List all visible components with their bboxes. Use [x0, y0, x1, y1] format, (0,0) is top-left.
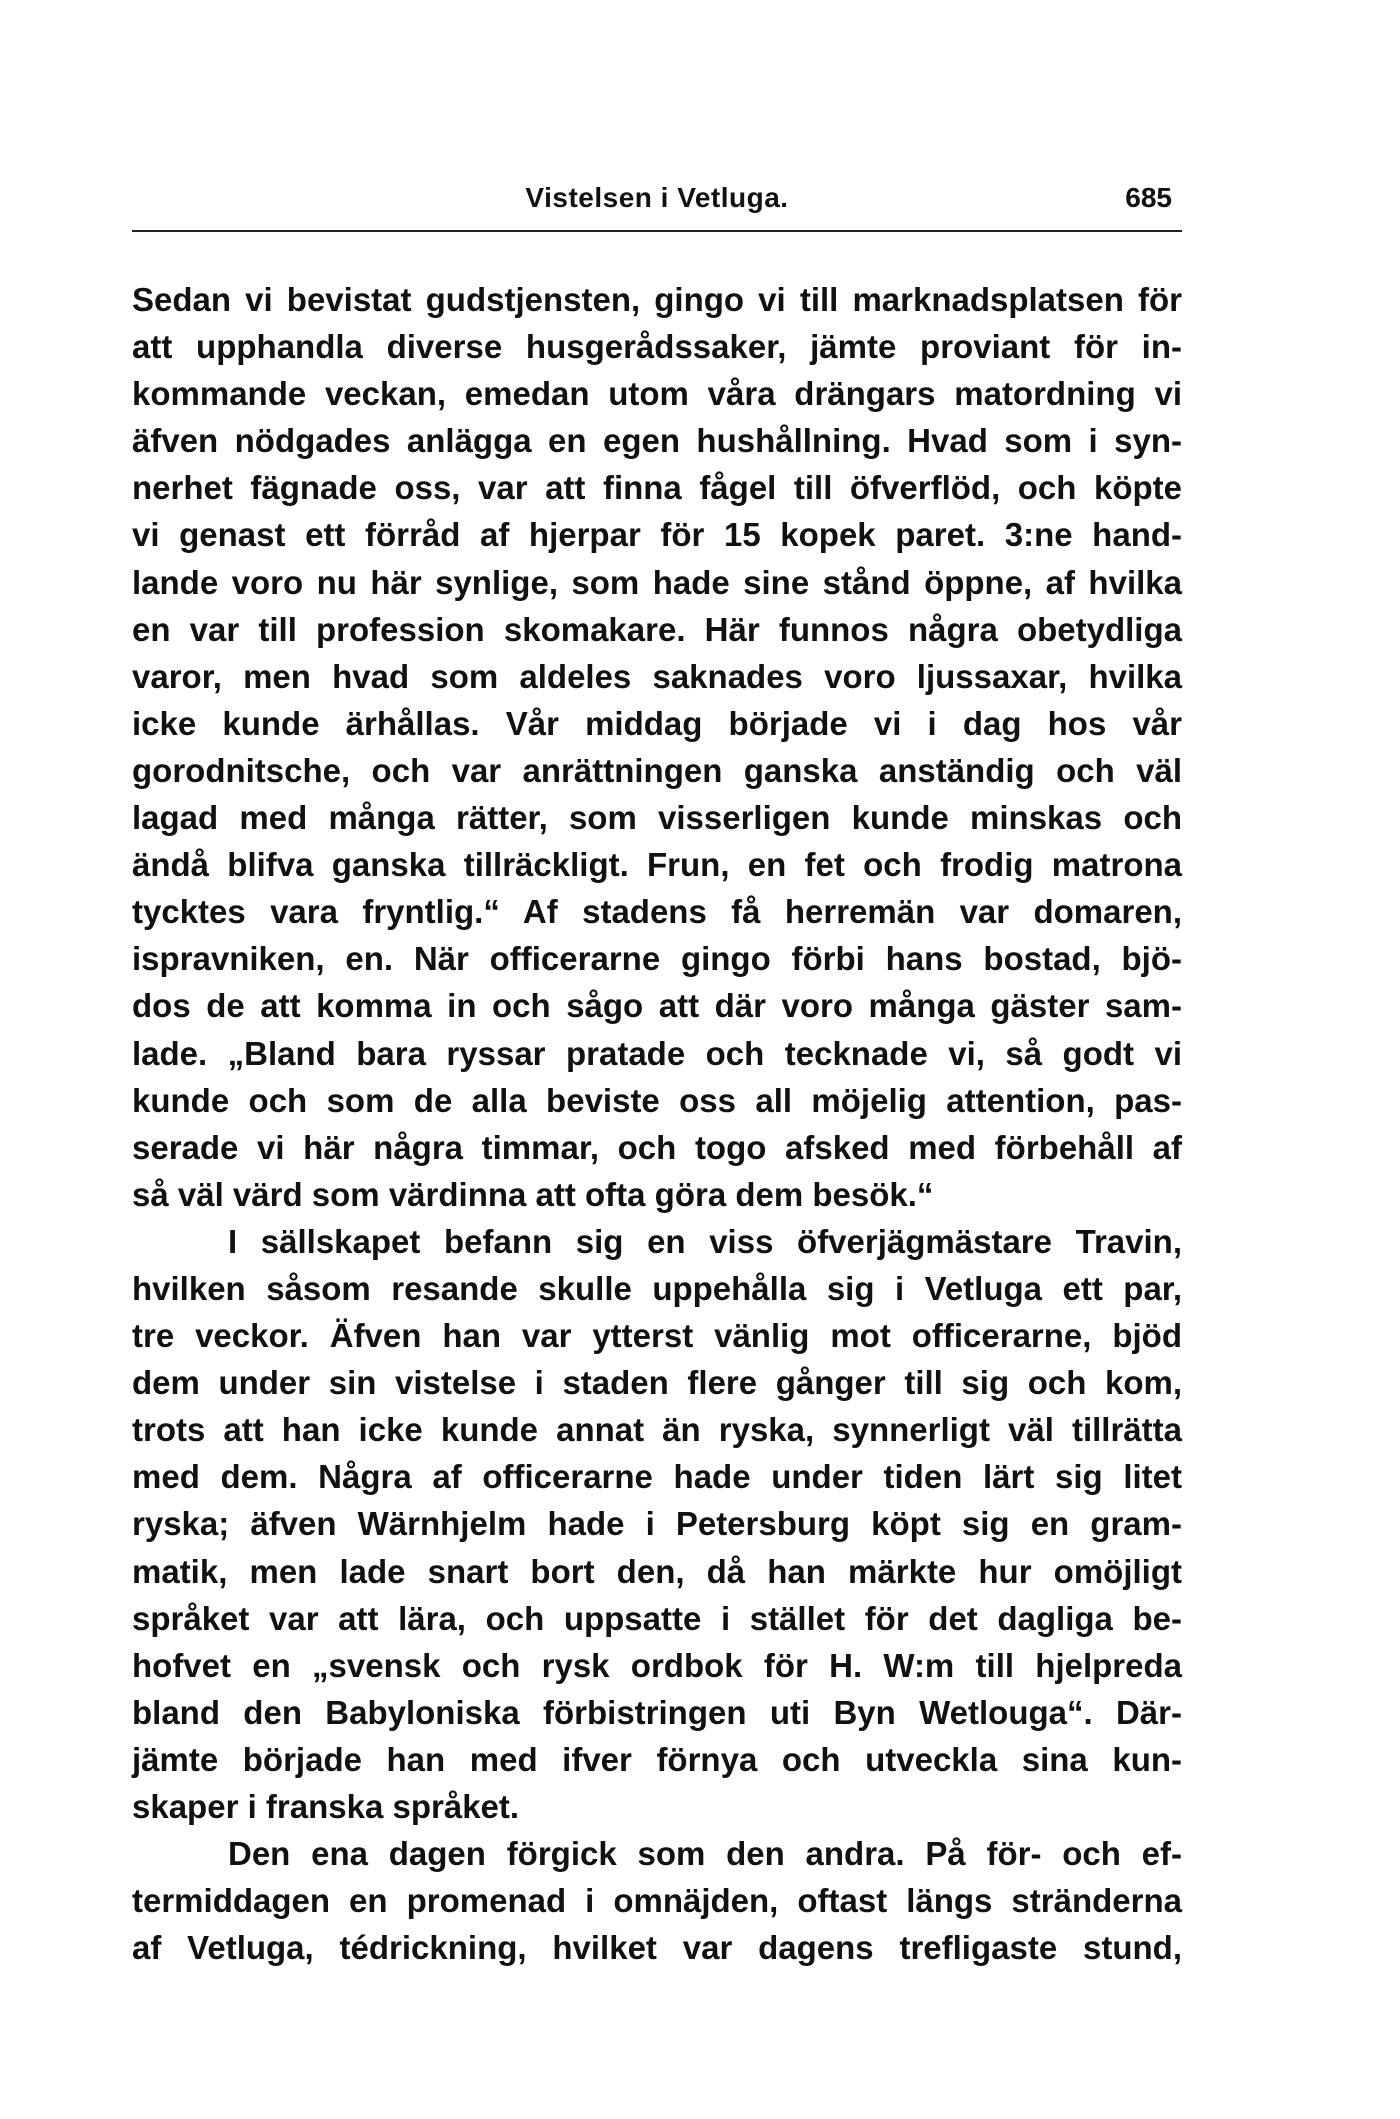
- text-line: varor, men hvad som aldeles saknades voro ljussaxar, hvilka: [132, 657, 1182, 695]
- text-line: matik, men lade snart bort den, då han märkte hur omöjligt: [132, 1552, 1182, 1590]
- text-line: dos de att komma in och sågo att där voro många gäster sam-: [132, 987, 1182, 1025]
- text-line: jämte började han med ifver förnya och utveckla sina kun-: [132, 1740, 1182, 1778]
- text-line: lagad med många rätter, som visserligen kunde minskas och: [132, 799, 1182, 837]
- text-line: kommande veckan, emedan utom våra drängars matordning vi: [132, 375, 1182, 413]
- text-line: lade. „Bland bara ryssar pratade och tecknade vi, så godt vi: [132, 1034, 1182, 1072]
- paragraph-start-line: Den ena dagen förgick som den andra. På för- och ef-: [228, 1835, 1182, 1873]
- paragraph-end-line: skaper i franska språket.: [132, 1788, 520, 1825]
- text-line: språket var att lära, och uppsatte i stället för det dagliga be-: [132, 1599, 1182, 1637]
- text-line: bland den Babyloniska förbistringen uti Byn Wetlouga“. Där-: [132, 1693, 1182, 1731]
- text-line: dem under sin vistelse i staden flere gånger till sig och kom,: [132, 1364, 1182, 1402]
- text-line: nerhet fägnade oss, var att finna fågel till öfverflöd, och köpte: [132, 469, 1182, 507]
- paragraph-end-line: så väl värd som värdinna att ofta göra dem besök.“: [132, 1175, 934, 1213]
- page-number: 685: [1125, 182, 1172, 213]
- text-line: tre veckor. Äfven han var ytterst vänlig mot officerarne, bjöd: [132, 1317, 1182, 1355]
- text-line: trots att han icke kunde annat än ryska, synnerligt väl tillrätta: [132, 1411, 1182, 1449]
- text-line: att upphandla diverse husgerådssaker, jämte proviant för in-: [132, 328, 1182, 366]
- text-line: ispravniken, en. När officerarne gingo förbi hans bostad, bjö-: [132, 940, 1182, 978]
- body-text: [132, 276, 1182, 1971]
- text-line: en var till profession skomakare. Här funnos några obetydliga: [132, 610, 1182, 648]
- text-line: Sedan vi bevistat gudstjensten, gingo vi till marknadsplatsen för: [132, 281, 1182, 318]
- text-line: af Vetluga, tédrickning, hvilket var dagens trefligaste stund,: [132, 1929, 1182, 1967]
- text-line: med dem. Några af officerarne hade under tiden lärt sig litet: [132, 1458, 1182, 1496]
- header-rule: [132, 230, 1182, 232]
- text-line: ändå blifva ganska tillräckligt. Frun, en fet och frodig matrona: [132, 846, 1182, 884]
- text-line: hofvet en „svensk och rysk ordbok för H. W:m till hjelpreda: [132, 1646, 1182, 1684]
- text-line: kunde och som de alla beviste oss all möjelig attention, pas-: [132, 1081, 1182, 1119]
- text-line: hvilken såsom resande skulle uppehålla sig i Vetluga ett par,: [132, 1269, 1182, 1307]
- paragraph-start-line: I sällskapet befann sig en viss öfverjägmästare Travin,: [228, 1222, 1182, 1260]
- text-line: icke kunde ärhållas. Vår middag började vi i dag hos vår: [132, 704, 1182, 742]
- running-title: Vistelsen i Vetluga.: [525, 182, 789, 213]
- text-line: termiddagen en promenad i omnäjden, oftast längs stränderna: [132, 1882, 1182, 1920]
- text-line: vi genast ett förråd af hjerpar för 15 kopek paret. 3:ne hand-: [132, 516, 1182, 554]
- text-line: äfven nödgades anlägga en egen hushållning. Hvad som i syn-: [132, 422, 1182, 460]
- running-head: [132, 168, 1182, 218]
- text-line: ryska; äfven Wärnhjelm hade i Petersburg köpt sig en gram-: [132, 1505, 1182, 1543]
- text-line: tycktes vara fryntlig.“ Af stadens få herremän var domaren,: [132, 893, 1182, 931]
- text-line: gorodnitsche, och var anrättningen ganska anständig och väl: [132, 751, 1182, 789]
- text-line: lande voro nu här synlige, som hade sine stånd öppne, af hvilka: [132, 563, 1182, 601]
- text-line: serade vi här några timmar, och togo afsked med förbehåll af: [132, 1128, 1182, 1166]
